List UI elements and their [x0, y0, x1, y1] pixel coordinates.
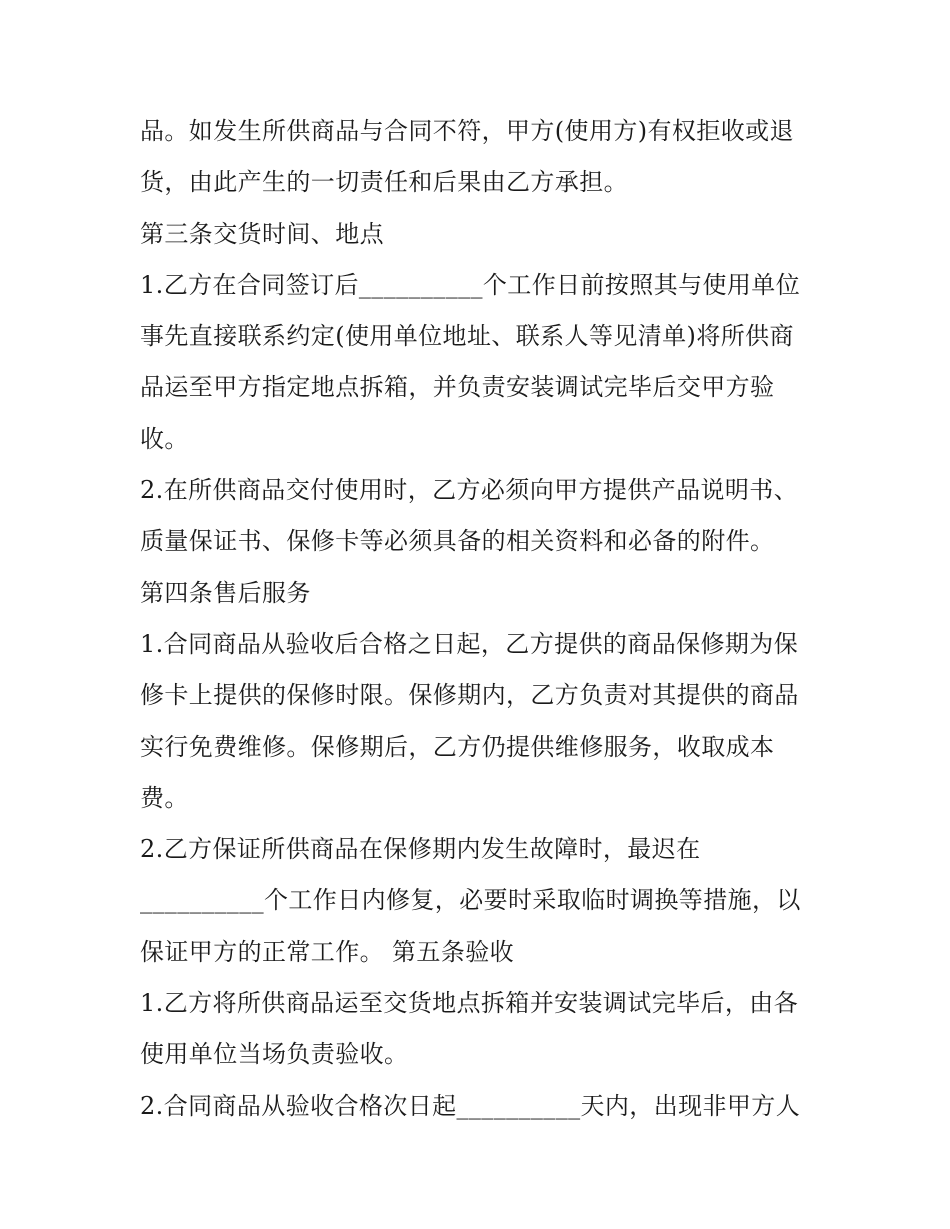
text-line: 品运至甲方指定地点拆箱，并负责安装调试完毕后交甲方验	[140, 373, 775, 402]
section-heading-article-3: 第三条交货时间、地点	[140, 219, 384, 248]
text-line: 事先直接联系约定(使用单位地址、联系人等见清单)将所供商	[140, 322, 794, 351]
text-line: 1.乙方在合同签订后__________个工作日前按照其与使用单位	[140, 270, 801, 299]
text-line: 使用单位当场负责验收。	[140, 1040, 409, 1069]
text-line-with-article-5-heading: 保证甲方的正常工作。 第五条验收	[140, 937, 515, 966]
text-line: 1.乙方将所供商品运至交货地点拆箱并安装调试完毕后，由各	[140, 989, 799, 1018]
text-line: 2.在所供商品交付使用时，乙方必须向甲方提供产品说明书、	[140, 476, 799, 505]
text-line: 质量保证书、保修卡等必须具备的相关资料和必备的附件。	[140, 527, 775, 556]
document-body	[140, 106, 820, 1132]
text-line: 2.合同商品从验收合格次日起__________天内，出现非甲方人	[140, 1091, 801, 1120]
text-line: 费。	[140, 783, 189, 812]
section-heading-article-4: 第四条售后服务	[140, 578, 311, 607]
text-line: 1.合同商品从验收后合格之日起，乙方提供的商品保修期为保	[140, 629, 799, 658]
text-line: __________个工作日内修复，必要时采取临时调换等措施，以	[140, 886, 801, 915]
text-line: 2.乙方保证所供商品在保修期内发生故障时，最迟在	[140, 835, 701, 864]
text-line: 品。如发生所供商品与合同不符，甲方(使用方)有权拒收或退	[140, 117, 794, 145]
text-line: 货，由此产生的一切责任和后果由乙方承担。	[140, 168, 628, 197]
text-line: 收。	[140, 424, 189, 453]
text-line: 实行免费维修。保修期后，乙方仍提供维修服务，收取成本	[140, 732, 775, 761]
text-line: 修卡上提供的保修时限。保修期内，乙方负责对其提供的商品	[140, 681, 799, 710]
